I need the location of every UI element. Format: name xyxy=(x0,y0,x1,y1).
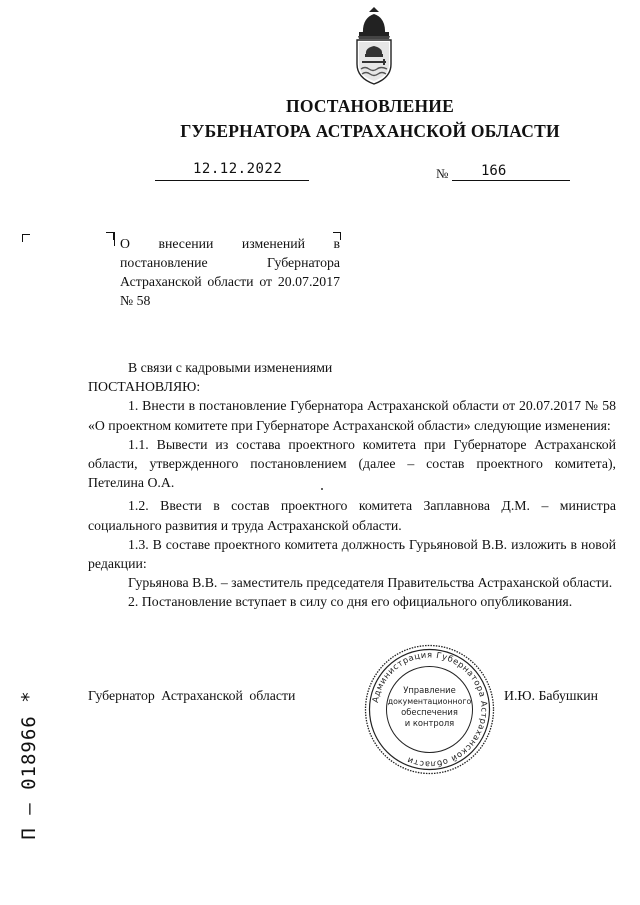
coat-of-arms-emblem xyxy=(349,6,399,86)
subject-bracket-stem xyxy=(114,232,116,246)
decree-word: ПОСТАНОВЛЯЮ: xyxy=(88,379,201,395)
document-type-title: ПОСТАНОВЛЕНИЕ xyxy=(286,96,454,116)
paragraph-2: 2. Постановление вступает в силу со дня его официального опубликования. xyxy=(128,594,573,610)
stamp-ring-text: Администрация Губернатора Астраханской области xyxy=(369,649,490,770)
stamp-center-line-2: документационного xyxy=(387,697,472,706)
speck xyxy=(321,488,323,490)
official-stamp xyxy=(363,643,496,776)
stamp-center-line-4: и контроля xyxy=(404,718,455,728)
issuer-title: ГУБЕРНАТОРА АСТРАХАНСКОЙ ОБЛАСТИ xyxy=(180,121,560,141)
stamp-center-line-1: Управление xyxy=(403,685,456,695)
document-number: 166 xyxy=(481,163,507,179)
serial-number-block xyxy=(14,690,44,840)
serial-number: П – 018966 * xyxy=(18,690,40,840)
number-sign: № xyxy=(436,166,449,181)
stamp-center-line-3: обеспечения xyxy=(401,707,458,717)
intro-line: В связи с кадровыми изменениями xyxy=(128,360,333,375)
number-underline xyxy=(452,180,570,181)
paragraph-1: 1. Внести в постановление Губернатора Астраханской области от 20.07.2017 № 58 «О проектном комитете при Губернаторе Астраханской области» следующие изменения: xyxy=(88,398,616,433)
document-subject: О внесении изменений в постановление Губернатора Астраханской области от 20.07.2017 № 58 xyxy=(120,236,340,308)
document-date: 12.12.2022 xyxy=(193,161,283,177)
document-body xyxy=(88,358,616,612)
corner-bracket-left xyxy=(22,234,30,242)
signatory-position: Губернатор Астраханской области xyxy=(88,688,296,703)
signatory-name: И.Ю. Бабушкин xyxy=(504,688,599,703)
paragraph-1-1: 1.1. Вывести из состава проектного комитета при Губернаторе Астраханской области, утвержденного постановлением (далее – состав проектного комитета), Петелина О.А. xyxy=(88,436,616,491)
paragraph-1-2: 1.2. Ввести в состав проектного комитета Заплавнова Д.М. – министра социального развития и труда Астраханской области. xyxy=(88,498,616,533)
date-underline xyxy=(155,180,309,181)
corner-bracket-subject-left xyxy=(106,232,114,240)
paragraph-1-3-text: Гурьянова В.В. – заместитель председателя Правительства Астраханской области. xyxy=(128,575,613,591)
paragraph-1-3: 1.3. В составе проектного комитета должность Гурьяновой В.В. изложить в новой редакции: xyxy=(88,536,616,572)
